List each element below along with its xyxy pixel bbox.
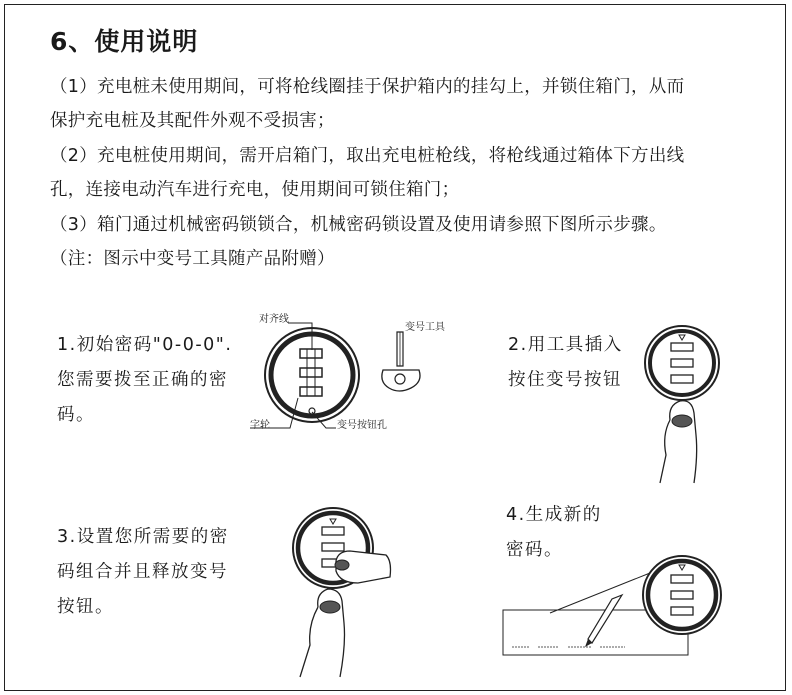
step3-line-1: 3.设置您所需要的密 <box>57 527 229 547</box>
key-icon <box>375 330 435 395</box>
step2-line-1: 2.用工具插入 <box>508 335 623 355</box>
paragraph-line-2: 保护充电桩及其配件外观不受损害； <box>50 111 335 131</box>
lock-with-hand-step2 <box>640 325 720 485</box>
label-change-tool: 变号工具 <box>405 322 445 333</box>
step3-line-2: 码组合并且释放变号 <box>57 562 228 582</box>
paragraph-line-5: （3）箱门通过机械密码锁锁合，机械密码锁设置及使用请参照下图所示步骤。 <box>50 215 667 235</box>
step3-line-3: 按钮。 <box>57 597 114 617</box>
step1-line-1: 1.初始密码"0-0-0". <box>57 335 233 355</box>
paragraph-line-1: （1）充电桩未使用期间，可将枪线圈挂于保护箱内的挂勾上，并锁住箱门，从而 <box>50 77 685 97</box>
step1-line-3: 码。 <box>57 405 95 425</box>
label-align-line: 对齐线 <box>259 314 289 325</box>
paragraph-line-6: （注：图示中变号工具随产品附赠） <box>50 249 335 269</box>
paragraph-line-3: （2）充电桩使用期间，需开启箱门，取出充电桩枪线，将枪线通过箱体下方出线 <box>50 146 685 166</box>
step2-line-2: 按住变号按钮 <box>508 370 622 390</box>
lock-with-hands-step3 <box>278 505 393 680</box>
step4-line-1: 4.生成新的 <box>506 505 602 525</box>
step1-line-2: 您需要拨至正确的密 <box>57 370 228 390</box>
label-dial-wheel: 字轮 <box>250 420 270 431</box>
step4-line-2: 密码。 <box>506 540 563 560</box>
label-change-button-hole: 变号按钮孔 <box>337 420 387 431</box>
section-title: 6、使用说明 <box>50 27 199 56</box>
paragraph-line-4: 孔，连接电动汽车进行充电，使用期间可锁住箱门； <box>50 180 460 200</box>
lock-with-card-step4 <box>500 555 715 660</box>
